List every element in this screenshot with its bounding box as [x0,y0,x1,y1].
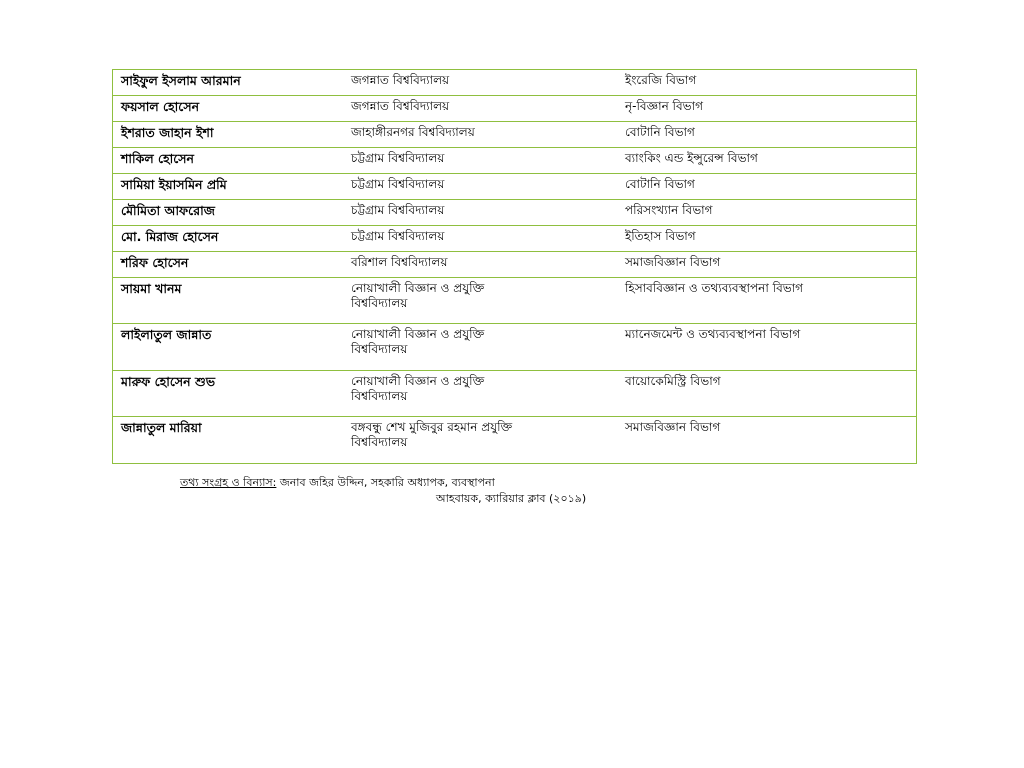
student-name: ইশরাত জাহান ইশা [113,121,344,147]
university-line-1: জগন্নাত বিশ্ববিদ্যালয় [351,98,450,113]
credit-author: জনাব জহির উদ্দিন, সহকারি অধ্যাপক, ব্যবস্থাপনা [276,476,495,489]
university-name [343,324,617,371]
table-row [113,199,917,225]
table-row [113,121,917,147]
university-line-1: জগন্নাত বিশ্ববিদ্যালয় [351,73,450,87]
student-name: মারুফ হোসেন শুভ [113,370,344,417]
table-row [113,370,917,417]
university-line-1: নোয়াখালী বিজ্ঞান ও প্রযুক্তি [351,373,485,388]
student-name: সায়মা খানম [113,277,344,324]
university-name [343,147,617,173]
university-name [343,370,617,417]
table-row [113,147,917,173]
university-line-1: নোয়াখালী বিজ্ঞান ও প্রযুক্তি [351,327,485,342]
credit-line-2: আহবায়ক, ক্যারিয়ার ক্লাব (২০১৯) [436,492,587,505]
university-name [343,225,617,251]
department-name: সমাজবিজ্ঞান বিভাগ [617,251,917,277]
department-name: বোটানি বিভাগ [617,173,917,199]
university-line-2: বিশ্ববিদ্যালয় [351,388,408,403]
department-name: ব্যাংকিং এন্ড ইন্সুরেন্স বিভাগ [617,147,917,173]
student-name: সামিয়া ইয়াসমিন প্রমি [113,173,344,199]
table-row [113,277,917,324]
university-name [343,417,617,464]
university-name [343,121,617,147]
department-name: বায়োকেমিস্ট্রি বিভাগ [617,370,917,417]
credit-label: তথ্য সংগ্রহ ও বিন্যাস: [180,476,277,489]
department-name: ম্যানেজমেন্ট ও তথ্যব্যবস্থাপনা বিভাগ [617,324,917,371]
university-name [343,199,617,225]
student-name: লাইলাতুল জান্নাত [113,324,344,371]
university-name [343,70,617,96]
university-line-1: জাহাঙ্গীরনগর বিশ্ববিদ্যালয় [351,124,475,139]
student-name: মো. মিরাজ হোসেন [113,225,344,251]
university-line-1: চট্টগ্রাম বিশ্ববিদ্যালয় [351,202,445,217]
department-name: পরিসংখ্যান বিভাগ [617,199,917,225]
university-line-1: চট্টগ্রাম বিশ্ববিদ্যালয় [351,228,445,243]
student-name: শরিফ হোসেন [113,251,344,277]
university-line-2: বিশ্ববিদ্যালয় [351,435,408,450]
university-name [343,95,617,121]
department-name: ইংরেজি বিভাগ [617,70,917,96]
table-row [113,70,917,96]
university-line-1: চট্টগ্রাম বিশ্ববিদ্যালয় [351,150,445,165]
university-line-2: বিশ্ববিদ্যালয় [351,295,408,310]
university-name [343,277,617,324]
student-list-table [112,69,917,464]
table-row [113,417,917,464]
department-name: সমাজবিজ্ঞান বিভাগ [617,417,917,464]
university-line-2: বিশ্ববিদ্যালয় [351,342,408,357]
student-name: ফয়সাল হোসেন [113,95,344,121]
university-line-1: চট্টগ্রাম বিশ্ববিদ্যালয় [351,176,445,191]
student-name: সাইফুল ইসলাম আরমান [113,70,344,96]
department-name: হিসাববিজ্ঞান ও তথ্যব্যবস্থাপনা বিভাগ [617,277,917,324]
university-line-1: বঙ্গবন্ধু শেখ মুজিবুর রহমান প্রযুক্তি [351,420,513,435]
credit-line-1 [180,476,495,490]
table-row [113,324,917,371]
student-name: মৌমিতা আফরোজ [113,199,344,225]
table-row [113,173,917,199]
university-name [343,173,617,199]
table-row [113,95,917,121]
department-name: ইতিহাস বিভাগ [617,225,917,251]
university-line-1: বরিশাল বিশ্ববিদ্যালয় [351,254,448,269]
department-name: বোটানি বিভাগ [617,121,917,147]
table-row [113,225,917,251]
university-line-1: নোয়াখালী বিজ্ঞান ও প্রযুক্তি [351,280,485,295]
university-name [343,251,617,277]
student-name: জান্নাতুল মারিয়া [113,417,344,464]
table-row [113,251,917,277]
department-name: নৃ-বিজ্ঞান বিভাগ [617,95,917,121]
student-name: শাকিল হোসেন [113,147,344,173]
